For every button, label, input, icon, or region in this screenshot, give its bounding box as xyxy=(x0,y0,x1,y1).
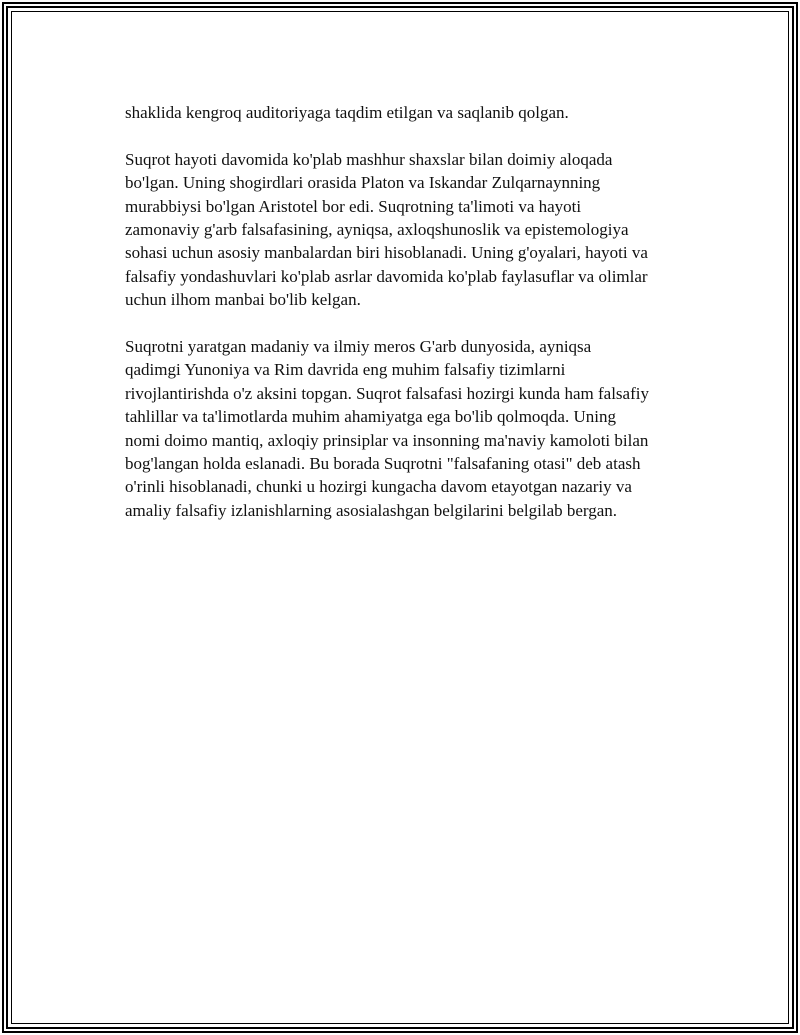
text-line: amaliy falsafiy izlanishlarning asosialashgan belgilarini belgilab bergan. xyxy=(125,500,618,520)
text-line: o'rinli hisoblanadi, chunki u hozirgi kungacha davom etayotgan nazariy va xyxy=(125,477,632,497)
text-line: rivojlantirishda o'z aksini topgan. Suqrot falsafasi hozirgi kunda ham falsafiy xyxy=(125,383,649,403)
text-line: bog'langan holda eslanadi. Bu borada Suqrotni "falsafaning otasi" deb atash xyxy=(125,454,641,474)
text-line: murabbiysi bo'lgan Aristotel bor edi. Suqrotning ta'limoti va hayoti xyxy=(125,196,582,216)
text-line: Suqrot hayoti davomida ko'plab mashhur shaxslar bilan doimiy aloqada xyxy=(125,149,613,169)
paragraph-3 xyxy=(125,335,697,522)
text-line: nomi doimo mantiq, axloqiy prinsiplar va insonning ma'naviy kamoloti bilan xyxy=(125,430,649,450)
text-line: shaklida kengroq auditoriyaga taqdim etilgan va saqlanib qolgan. xyxy=(125,103,569,122)
document-body xyxy=(125,101,697,546)
text-line: falsafiy yondashuvlari ko'plab asrlar davomida ko'plab faylasuflar va olimlar xyxy=(125,266,648,286)
text-line: tahlillar va ta'limotlarda muhim ahamiyatga ega bo'lib qolmoqda. Uning xyxy=(125,407,616,427)
document-page xyxy=(2,2,798,1033)
text-line: qadimgi Yunoniya va Rim davrida eng muhim falsafiy tizimlarni xyxy=(125,360,566,380)
paragraph-1 xyxy=(125,101,697,124)
text-line: uchun ilhom manbai bo'lib kelgan. xyxy=(125,290,361,310)
text-line: bo'lgan. Uning shogirdlari orasida Platon va Iskandar Zulqarnaynning xyxy=(125,173,601,193)
text-line: Suqrotni yaratgan madaniy va ilmiy meros G'arb dunyosida, ayniqsa xyxy=(125,337,592,357)
paragraph-2 xyxy=(125,148,697,312)
text-line: zamonaviy g'arb falsafasining, ayniqsa, axloqshunoslik va epistemologiya xyxy=(125,220,629,240)
text-line: sohasi uchun asosiy manbalardan biri hisoblanadi. Uning g'oyalari, hayoti va xyxy=(125,243,648,263)
